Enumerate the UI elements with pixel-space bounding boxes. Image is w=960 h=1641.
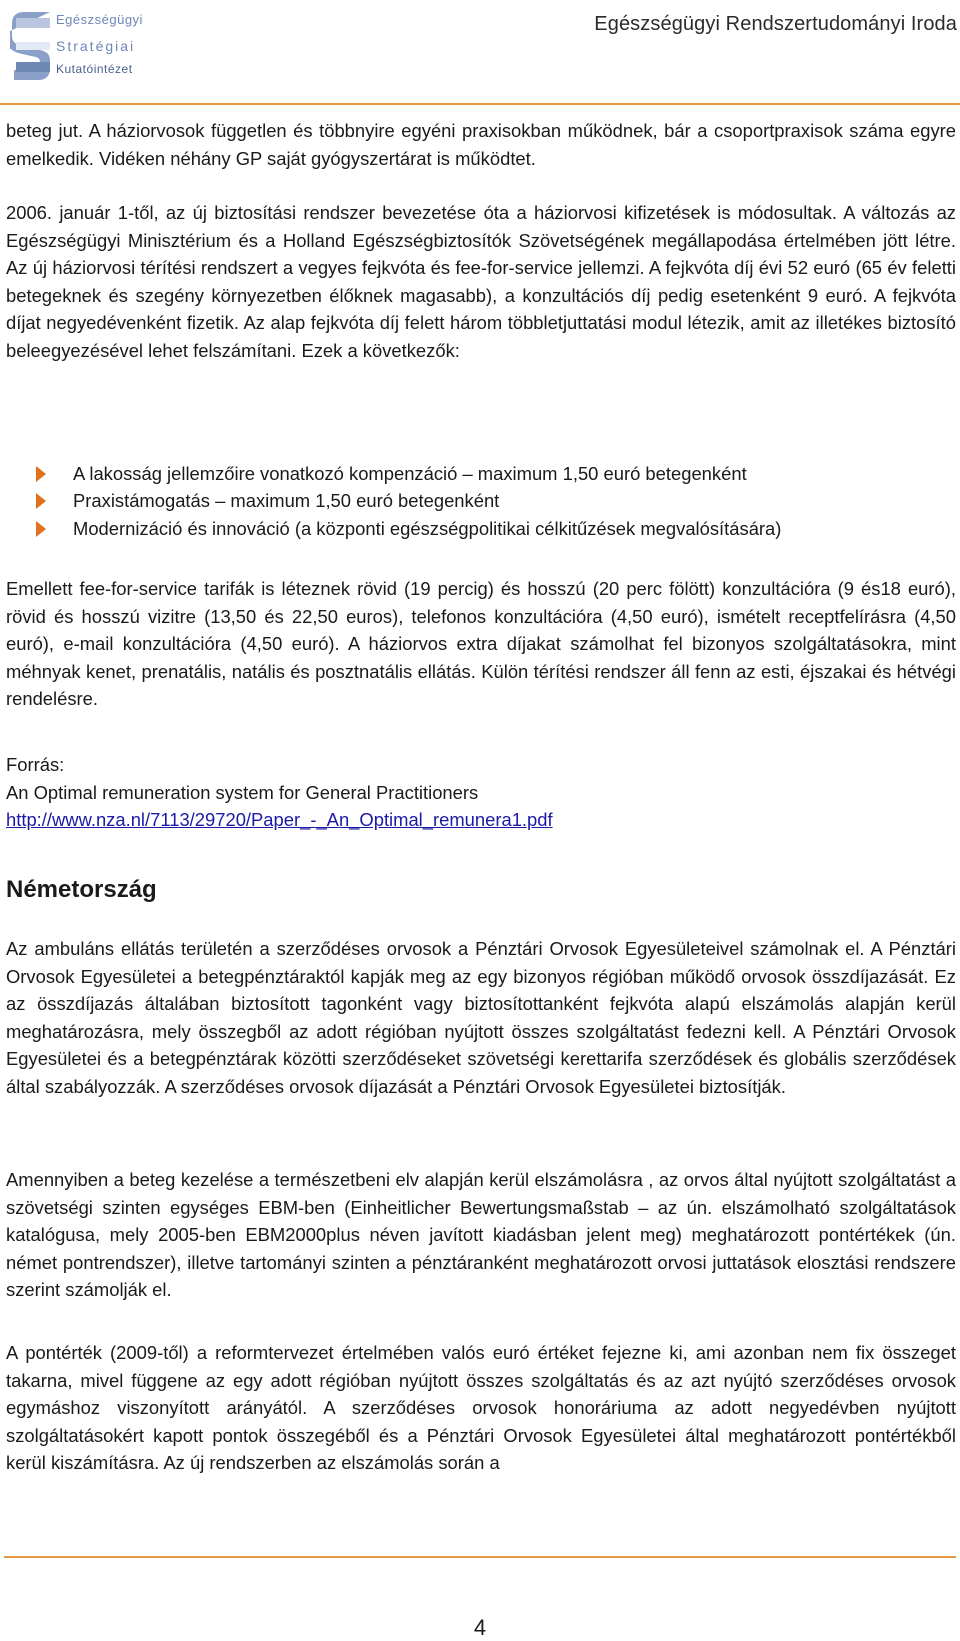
list-item <box>6 515 956 543</box>
section-heading: Németország <box>6 876 157 903</box>
bullet-triangle-icon <box>36 466 46 482</box>
logo-line-2: Stratégiai <box>56 38 136 54</box>
bullet-triangle-icon <box>36 521 46 537</box>
header-title: Egészségügyi Rendszertudományi Iroda <box>594 13 957 35</box>
germany-paragraph: Amennyiben a beteg kezelése a természetbeni elv alapján kerül elszámolásra , az orvos által nyújtott szolgáltatást a szövetségi szinten egységes EBM-ben (Einheitlicher Bewertungsmaßstab – az ún. elszámolható szolgáltatások katalógusa, mely 2005-ben EBM2000plus néven javított kiadásban jelent meg) meghatározott pontértékek (ún. német pontrendszer), illetve tartományi szinten a pénztáranként meghatározott orvosi juttatások elosztási rendszere szerint számolják el. <box>6 1169 956 1300</box>
bullet-text: Praxistámogatás – maximum 1,50 euró betegenként <box>73 490 500 512</box>
intro-paragraph: beteg jut. A háziorvosok független és többnyire egyéni praxisokban működnek, bár a csoportpraxisok száma egyre emelkedik. Vidéken néhány GP saját gyógyszertárat is működtet. <box>6 120 956 169</box>
page-number: 4 <box>473 1615 487 1640</box>
paragraph-fee-for-service: Emellett fee-for-service tarifák is léteznek rövid (19 percig) és hosszú (20 perc fölött) konzultációra (9 és18 euró), rövid és hosszú vizitre (13,50 és 22,50 euros), telefonos konzultációra (4,50 euró), ismételt receptfelírásra (4,50 euró), e-mail konzultációra (4,50 euró). A háziorvos extra díjakat számolhat fel bizonyos szolgáltatásokra, mint méhnyak kenet, prenatális, natális és posztnatális ellátás. Külön térítési rendszer áll fenn az esti, éjszakai és hétvégi rendelésre. <box>6 578 956 709</box>
page-header <box>0 0 960 104</box>
germany-paragraph-2-block <box>6 1166 956 1304</box>
logo-line-3: Kutatóintézet <box>56 62 133 76</box>
header-divider <box>0 103 960 105</box>
source-label: Forrás: <box>6 754 65 775</box>
source-block <box>6 751 956 834</box>
fee-for-service-block <box>6 575 956 713</box>
intro-paragraph-block <box>6 117 956 172</box>
germany-paragraph: A pontérték (2009-től) a reformtervezet értelmében valós euró értéket fejezne ki, ami azonban nem fix összeget takarna, mivel függene az egy adott régióban nyújtott összes szolgáltatás és az azt nyújtó szerződéses orvosok egymáshoz viszonyított arányától. A szerződéses orvosok honoráriuma az adott negyedévben nyújtott szolgáltatásokért kapott pontok összegéből és a Pénztári Orvosok Egyesületei által meghatározott pontértékből kerül kiszámításra. Az új rendszerben az elszámolás során a <box>6 1342 956 1473</box>
source-title: An Optimal remuneration system for General Practitioners <box>6 781 479 803</box>
bullet-text: A lakosság jellemzőire vonatkozó kompenzáció – maximum 1,50 euró betegenként <box>73 462 747 484</box>
bullet-triangle-icon <box>36 493 46 509</box>
logo-line-1: Egészségügyi <box>56 12 143 27</box>
source-link[interactable]: http://www.nza.nl/7113/29720/Paper_-_An_Optimal_remunera1.pdf <box>6 809 553 830</box>
institute-logo <box>10 8 145 84</box>
paragraph-2006-block <box>6 199 956 364</box>
bullet-list <box>6 460 956 543</box>
paragraph-2006: 2006. január 1-től, az új biztosítási rendszer bevezetése óta a háziorvosi kifizetések is módosultak. A változás az Egészségügyi Minisztérium és a Holland Egészségbiztosítók Szövetségének megállapodása értelmében jött létre. Az új háziorvosi térítési rendszert a vegyes fejkvóta és fee-for-service jellemzi. A fejkvóta díj évi 52 euró (65 év feletti betegeknek és szegény környezetben élőknek magasabb), a konzultációs díj pedig esetenként 9 euró. A fejkvóta díjat negyedévenként fizetik. Az alap fejkvóta díj felett három többletjuttatási modul létezik, amit az illetékes biztosító beleegyezésével lehet felszámítani. Ezek a következők: <box>6 202 956 361</box>
germany-paragraph-1-block <box>6 935 956 1100</box>
list-item <box>6 488 956 516</box>
germany-paragraph: Az ambuláns ellátás területén a szerződéses orvosok a Pénztári Orvosok Egyesületeivel számolnak el. A Pénztári Orvosok Egyesületei a betegpénztáraktól kapják meg az egy bizonyos régióban működő orvosok összdíjazását. Ez az összdíjazás általában biztosított tagonként vagy biztosítottanként fejkvóta alapú elszámolás alapján kerül meghatározásra, mely összegből az adott régióban nyújtott összes szolgáltatást fedezni kell. A Pénztári Orvosok Egyesületei és a betegpénztárak közötti szerződéseket szövetségi kerettarifa szerződések és globális szerződések által szabályozzák. A szerződéses orvosok díjazását a Pénztári Orvosok Egyesületei biztosítják. <box>6 938 956 1097</box>
list-item <box>6 460 956 488</box>
logo-s-mark-icon <box>10 8 56 84</box>
bullet-text: Modernizáció és innováció (a központi egészségpolitikai célkitűzések megvalósítására) <box>73 517 782 539</box>
footer-divider <box>4 1556 956 1558</box>
germany-paragraph-3-block <box>6 1339 956 1477</box>
